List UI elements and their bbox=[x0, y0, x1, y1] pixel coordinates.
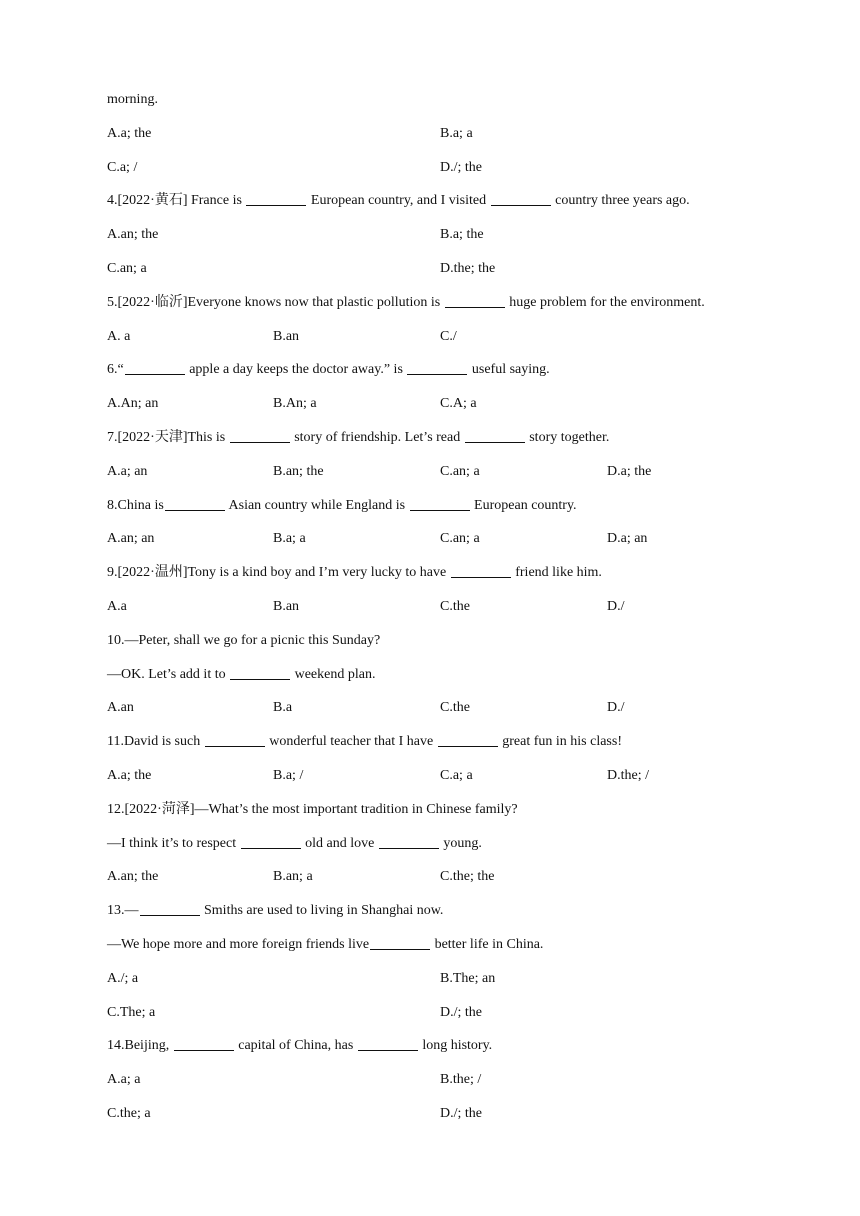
option-b: B.a; a bbox=[273, 531, 306, 547]
question-stem-q6 bbox=[107, 360, 550, 380]
answer-blank bbox=[370, 935, 430, 950]
option-b: B.an bbox=[273, 599, 300, 614]
option-c: C.an; a bbox=[440, 531, 480, 547]
option-c: C.the; a bbox=[107, 1106, 151, 1121]
option-c: C.the bbox=[440, 599, 470, 614]
option-c: C.A; a bbox=[440, 396, 477, 412]
option-d: D.the; / bbox=[607, 768, 649, 783]
question-reply-q12 bbox=[107, 834, 482, 854]
question-stem-q13 bbox=[107, 901, 443, 921]
question-stem-q3 bbox=[107, 90, 158, 110]
stem-text: —OK. Let’s add it to bbox=[107, 666, 230, 682]
answer-blank bbox=[438, 732, 498, 747]
answer-blank bbox=[140, 901, 200, 916]
stem-text: Asian country while England is bbox=[225, 497, 409, 513]
option-c: C.the bbox=[440, 700, 470, 716]
stem-text: 6.“ bbox=[107, 362, 124, 378]
stem-text: story of friendship. Let’s read bbox=[290, 430, 464, 445]
question-stem-q8 bbox=[107, 496, 577, 516]
answer-blank bbox=[465, 428, 525, 443]
option-a: A.An; an bbox=[107, 396, 159, 412]
stem-text: huge problem for the environment. bbox=[505, 294, 705, 310]
answer-blank bbox=[407, 360, 467, 375]
stem-text: European country. bbox=[470, 497, 577, 513]
option-b: B.An; a bbox=[273, 396, 317, 412]
option-a: A.an bbox=[107, 700, 134, 716]
question-stem-q11 bbox=[107, 732, 622, 752]
answer-blank bbox=[230, 665, 290, 680]
question-stem-q10 bbox=[107, 631, 380, 651]
option-d: D.the; the bbox=[440, 261, 496, 276]
answer-blank bbox=[491, 191, 551, 206]
answer-blank bbox=[445, 293, 505, 308]
option-a: A.an; the bbox=[107, 869, 159, 885]
option-d: D.a; an bbox=[607, 531, 648, 547]
stem-text: young. bbox=[439, 835, 482, 851]
option-a: A.an; the bbox=[107, 227, 159, 243]
question-stem-q12 bbox=[107, 800, 518, 820]
option-a: A.a; an bbox=[107, 463, 148, 479]
stem-text: 9.[2022·温州]Tony is a kind boy and I’m very lucky to have bbox=[107, 565, 450, 581]
answer-blank bbox=[241, 834, 301, 849]
question-stem-q4 bbox=[107, 191, 690, 211]
answer-blank bbox=[379, 834, 439, 849]
answer-blank bbox=[125, 360, 185, 375]
option-c: C.the; the bbox=[440, 869, 495, 885]
option-a: A.a bbox=[107, 599, 127, 614]
stem-text: weekend plan. bbox=[291, 666, 376, 682]
option-b: B.a bbox=[273, 700, 293, 716]
question-stem-q9 bbox=[107, 563, 602, 583]
stem-text: European country, and I visited bbox=[307, 193, 490, 209]
answer-blank bbox=[230, 428, 290, 443]
stem-text: better life in China. bbox=[431, 937, 544, 952]
stem-text: wonderful teacher that I have bbox=[265, 734, 437, 750]
option-c: C.an; a bbox=[107, 261, 147, 276]
stem-text: long history. bbox=[418, 1038, 493, 1054]
option-d: D./; the bbox=[440, 159, 482, 175]
option-d: D./; the bbox=[440, 1106, 482, 1121]
option-d: D./ bbox=[607, 700, 625, 716]
stem-text: useful saying. bbox=[468, 362, 550, 378]
option-b: B.an bbox=[273, 328, 300, 344]
question-stem-q14 bbox=[107, 1036, 492, 1056]
question-reply-q10 bbox=[107, 665, 375, 685]
stem-text: apple a day keeps the doctor away.” is bbox=[185, 362, 407, 378]
option-b: B.an; the bbox=[273, 463, 324, 479]
option-c: C./ bbox=[440, 328, 457, 344]
stem-text: old and love bbox=[301, 835, 378, 851]
stem-text: 7.[2022·天津]This is bbox=[107, 430, 229, 445]
option-b: B.a; / bbox=[273, 768, 304, 783]
option-d: D./; the bbox=[440, 1004, 482, 1020]
stem-text: —I think it’s to respect bbox=[107, 835, 240, 851]
option-a: A.a; the bbox=[107, 768, 152, 783]
stem-text: 13.— bbox=[107, 903, 139, 919]
option-c: C.an; a bbox=[440, 463, 480, 479]
answer-blank bbox=[205, 732, 265, 747]
stem-text: country three years ago. bbox=[551, 193, 690, 209]
stem-text: capital of China, has bbox=[234, 1038, 357, 1054]
option-a: A. a bbox=[107, 328, 131, 344]
option-c: C.The; a bbox=[107, 1004, 156, 1020]
option-b: B.The; an bbox=[440, 970, 496, 986]
stem-text: morning. bbox=[107, 92, 158, 107]
option-d: D.a; the bbox=[607, 463, 652, 479]
stem-text: 8.China is bbox=[107, 497, 164, 513]
stem-text: 12.[2022·菏泽]—What’s the most important tradition in Chinese family? bbox=[107, 801, 518, 817]
stem-text: 10.—Peter, shall we go for a picnic this Sunday? bbox=[107, 632, 381, 648]
stem-text: —We hope more and more foreign friends live bbox=[107, 937, 370, 952]
stem-text: 14.Beijing, bbox=[107, 1038, 173, 1054]
answer-blank bbox=[165, 496, 225, 511]
question-stem-q5 bbox=[107, 293, 705, 313]
option-a: A.a; the bbox=[107, 125, 152, 141]
question-stem-q7 bbox=[107, 428, 609, 448]
stem-text: 5.[2022·临沂]Everyone knows now that plastic pollution is bbox=[107, 294, 444, 310]
stem-text: Smiths are used to living in Shanghai now. bbox=[200, 903, 444, 919]
question-reply-q13 bbox=[107, 935, 543, 955]
option-c: C.a; / bbox=[107, 159, 138, 175]
answer-blank bbox=[174, 1036, 234, 1051]
answer-blank bbox=[451, 563, 511, 578]
stem-text: 11.David is such bbox=[107, 734, 204, 750]
stem-text: story together. bbox=[525, 430, 610, 445]
stem-text: friend like him. bbox=[511, 565, 602, 581]
stem-text: great fun in his class! bbox=[498, 734, 622, 750]
option-a: A./; a bbox=[107, 970, 139, 986]
option-b: B.the; / bbox=[440, 1072, 482, 1088]
option-a: A.an; an bbox=[107, 531, 155, 547]
option-b: B.a; a bbox=[440, 125, 473, 141]
answer-blank bbox=[246, 191, 306, 206]
option-c: C.a; a bbox=[440, 768, 473, 783]
option-b: B.a; the bbox=[440, 227, 484, 243]
option-b: B.an; a bbox=[273, 869, 313, 885]
stem-text: 4.[2022·黄石] France is bbox=[107, 193, 246, 209]
answer-blank bbox=[358, 1036, 418, 1051]
answer-blank bbox=[410, 496, 470, 511]
option-a: A.a; a bbox=[107, 1072, 141, 1088]
option-d: D./ bbox=[607, 599, 625, 614]
